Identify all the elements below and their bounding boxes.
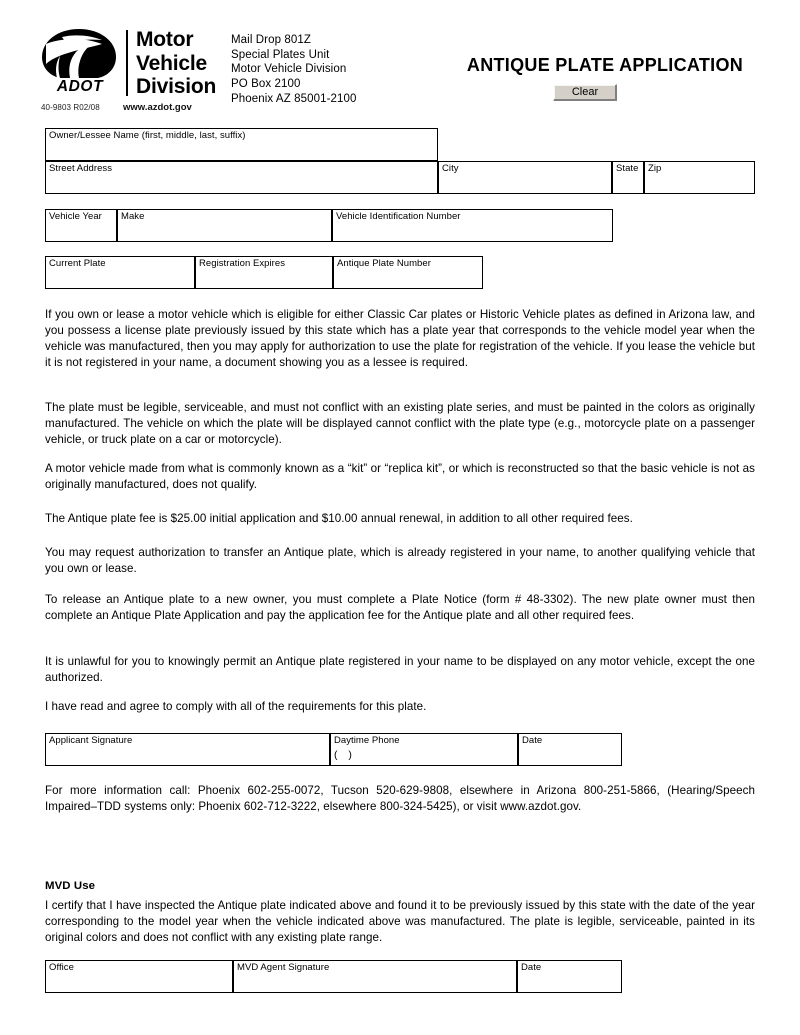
current-plate-field[interactable]: [45, 256, 195, 289]
state-label: State: [616, 163, 639, 174]
applicant-date-label: Date: [522, 735, 543, 746]
vehicle-year-label: Vehicle Year: [49, 211, 102, 222]
vin-field[interactable]: [332, 209, 613, 242]
address-line-3: Motor Vehicle Division: [231, 63, 347, 76]
page-title: ANTIQUE PLATE APPLICATION: [466, 55, 744, 75]
owner-name-field[interactable]: [45, 128, 438, 161]
address-line-1: Mail Drop 801Z: [231, 34, 312, 46]
daytime-phone-field[interactable]: [330, 733, 518, 766]
city-label: City: [442, 163, 459, 174]
paragraph-release: To release an Antique plate to a new owner, you must complete a Plate Notice (form # 48-3302). The new plate owner must then complete an Antique Plate Application and pay the application fee for the Antique plate and all other required fees.: [45, 593, 755, 623]
adot-logo: [40, 28, 220, 100]
registration-expires-field[interactable]: [195, 256, 333, 289]
paragraph-fees: The Antique plate fee is $25.00 initial application and $10.00 annual renewal, in addition to all other required fees.: [45, 512, 633, 525]
mvd-date-field[interactable]: [517, 960, 622, 993]
office-field[interactable]: [45, 960, 233, 993]
paragraph-unlawful: It is unlawful for you to knowingly permit an Antique plate registered in your name to be displayed on any motor vehicle, except the one authorized.: [45, 655, 755, 685]
owner-name-label: Owner/Lessee Name (first, middle, last, suffix): [49, 130, 246, 141]
antique-plate-number-label: Antique Plate Number: [337, 258, 431, 269]
office-label: Office: [49, 962, 74, 973]
registration-expires-label: Registration Expires: [199, 258, 286, 269]
address-line-2: Special Plates Unit: [231, 48, 330, 61]
paragraph-mvd-certification: I certify that I have inspected the Antique plate indicated above and found it to be previously issued by this state with the date of the year corresponding to the model year when the vehicle indicated above was manufactured. The plate is legible, serviceable, painted in its original colors and does not conflict with any existing plate range.: [45, 899, 755, 945]
mvd-word-vehicle: Vehicle: [136, 51, 207, 75]
paragraph-agreement: I have read and agree to comply with all of the requirements for this plate.: [45, 700, 427, 713]
zip-label: Zip: [648, 163, 662, 174]
mvd-agent-signature-label: MVD Agent Signature: [237, 962, 330, 973]
document-header: [0, 0, 800, 122]
adot-wordmark: ADOT: [56, 78, 104, 95]
phone-parentheses: ( ): [334, 749, 356, 761]
applicant-signature-field[interactable]: [45, 733, 330, 766]
make-label: Make: [121, 211, 145, 222]
mvd-agent-signature-field[interactable]: [233, 960, 517, 993]
form-number: 40-9803 R02/08: [41, 103, 100, 112]
paragraph-transfer: You may request authorization to transfer an Antique plate, which is already registered in your name, to another qualifying vehicle that you own or lease.: [45, 546, 755, 576]
current-plate-label: Current Plate: [49, 258, 106, 269]
zip-field[interactable]: [644, 161, 755, 194]
state-field[interactable]: [612, 161, 644, 194]
azdot-website-link[interactable]: www.azdot.gov: [123, 102, 192, 113]
mvd-date-label: Date: [521, 962, 542, 973]
mvd-word-division: Division: [136, 75, 217, 98]
street-address-label: Street Address: [49, 163, 113, 174]
clear-button[interactable]: Clear: [553, 84, 617, 101]
applicant-signature-label: Applicant Signature: [49, 735, 133, 746]
street-address-field[interactable]: [45, 161, 438, 194]
address-line-5: Phoenix AZ 85001-2100: [231, 92, 357, 105]
applicant-date-field[interactable]: [518, 733, 622, 766]
logo-divider: [126, 30, 128, 96]
mvd-word-motor: Motor: [136, 28, 194, 51]
antique-plate-number-field[interactable]: [333, 256, 483, 289]
mvd-use-heading: MVD Use: [45, 880, 96, 892]
paragraph-contact: For more information call: Phoenix 602-255-0072, Tucson 520-629-9808, elsewhere in Arizona 800-251-5866, (Hearing/Speech Impaired–TDD systems only: Phoenix 602-712-3222, elsewhere 800-324-5425), or visit www.azdot.gov.: [45, 784, 755, 814]
vin-label: Vehicle Identification Number: [336, 211, 461, 222]
make-field[interactable]: [117, 209, 332, 242]
paragraph-eligibility: If you own or lease a motor vehicle which is eligible for either Classic Car plates or Historic Vehicle plates as defined in Arizona law, and you possess a license plate previously issued by this state which has a plate year that corresponds to the vehicle model year when the vehicle was manufactured, then you may apply for authorization to use the plate for registration of the vehicle. If you lease the vehicle but it is not registered in your name, a document showing you as a lessee is required.: [45, 308, 755, 370]
daytime-phone-label: Daytime Phone: [334, 735, 400, 746]
address-line-4: PO Box 2100: [231, 78, 301, 91]
paragraph-plate-condition: The plate must be legible, serviceable, and must not conflict with an existing plate series, and must be painted in the colors as originally manufactured. The vehicle on which the plate will be displayed cannot conflict with the plate type (e.g., motorcycle plate on a passenger vehicle, or truck plate on a car or motorcycle).: [45, 401, 755, 447]
vehicle-year-field[interactable]: [45, 209, 117, 242]
mvd-wordmark: [136, 28, 216, 99]
city-field[interactable]: [438, 161, 612, 194]
paragraph-kit-replica: A motor vehicle made from what is commonly known as a “kit” or “replica kit”, or which is reconstructed so that the basic vehicle is not as originally manufactured, does not qualify.: [45, 462, 755, 492]
mailing-address: [231, 33, 357, 107]
